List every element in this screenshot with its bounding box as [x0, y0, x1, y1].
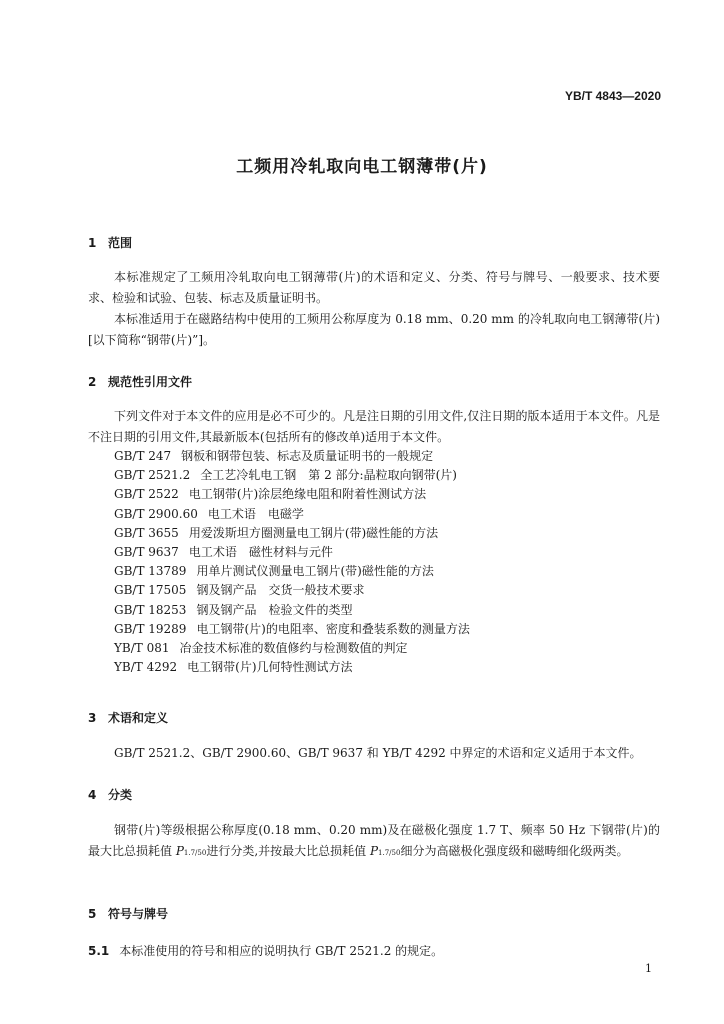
- clause-number: 5.1: [88, 944, 110, 958]
- clause-text: 本标准使用的符号和相应的说明执行 GB/T 2521.2 的规定。: [119, 944, 444, 958]
- symbol-p: P: [369, 844, 379, 858]
- symbol-subscript: 1.7/50: [378, 849, 401, 857]
- section-title: 符号与牌号: [108, 907, 169, 921]
- reference-item: [114, 581, 470, 600]
- reference-code: YB/T 081: [114, 641, 170, 656]
- reference-item: [114, 562, 470, 581]
- clause-5-1: [88, 942, 443, 959]
- reference-code: GB/T 3655: [114, 525, 179, 540]
- reference-item: [114, 601, 470, 620]
- reference-title: 电工术语 电磁学: [207, 506, 304, 521]
- reference-item: [114, 639, 470, 658]
- reference-code: GB/T 19289: [114, 621, 187, 636]
- reference-code: GB/T 2900.60: [114, 506, 198, 521]
- reference-code: YB/T 4292: [114, 660, 178, 675]
- reference-code: GB/T 9637: [114, 545, 179, 560]
- document-title: 工频用冷轧取向电工钢薄带(片): [236, 157, 488, 177]
- section-number: 4: [88, 788, 97, 802]
- section-number: 1: [88, 236, 97, 250]
- section-2-paragraph-1: 下列文件对于本文件的应用是必不可少的。凡是注日期的引用文件,仅注日期的版本适用于本文件。凡是不注日期的引用文件,其最新版本(包括所有的修改单)适用于本文件。: [88, 409, 660, 444]
- reference-code: GB/T 247: [114, 449, 172, 463]
- paragraph-text: 钢带(片)等级根据公称厚度(0.18 mm、0.20 mm)及在磁极化强度 1.7 T、频率 50 Hz 下钢带(片)的最大比总损耗值: [88, 823, 660, 858]
- section-number: 2: [88, 375, 97, 389]
- reference-item: [114, 620, 470, 639]
- page-number: 1: [645, 962, 652, 975]
- section-title: 分类: [108, 788, 133, 802]
- symbol-p: P: [175, 844, 184, 858]
- section-5-heading: [88, 905, 168, 922]
- reference-item: [114, 505, 470, 524]
- section-number: 5: [88, 907, 97, 921]
- paragraph-text: 进行分类,并按最大比总损耗值: [206, 844, 370, 858]
- reference-title: 用爱泼斯坦方圈测量电工钢片(带)磁性能的方法: [188, 525, 439, 540]
- section-4-paragraph-1: [88, 820, 660, 864]
- section-number: 3: [88, 711, 97, 725]
- reference-code: GB/T 2522: [114, 487, 179, 502]
- paragraph-text: 细分为高磁极化强度级和磁畴细化级两类。: [400, 844, 629, 858]
- section-4-heading: [88, 786, 132, 803]
- reference-code: GB/T 2521.2: [114, 468, 191, 483]
- reference-code: GB/T 13789: [114, 564, 187, 579]
- section-3-paragraph-1: GB/T 2521.2、GB/T 2900.60、GB/T 9637 和 YB/T 4292 中界定的术语和定义适用于本文件。: [114, 746, 642, 760]
- reference-title: 电工钢带(片)的电阻率、密度和叠装系数的测量方法: [196, 621, 470, 636]
- normative-references-list: [114, 447, 470, 677]
- reference-item: [114, 543, 470, 562]
- reference-title: 钢及钢产品 检验文件的类型: [196, 602, 353, 617]
- section-title: 范围: [108, 236, 133, 250]
- reference-item: [114, 447, 470, 466]
- section-title: 规范性引用文件: [108, 375, 193, 389]
- reference-title: 电工钢带(片)几何特性测试方法: [187, 660, 353, 675]
- reference-title: 电工术语 磁性材料与元件: [188, 545, 333, 560]
- section-1-paragraph-1: 本标准规定了工频用冷轧取向电工钢薄带(片)的术语和定义、分类、符号与牌号、一般要求、技术要求、检验和试验、包装、标志及质量证明书。: [88, 270, 660, 305]
- section-1-paragraph-2: 本标准适用于在磁路结构中使用的工频用公称厚度为 0.18 mm、0.20 mm 的冷轧取向电工钢薄带(片)[以下简称“钢带(片)”]。: [88, 312, 660, 347]
- section-2-heading: [88, 373, 192, 390]
- reference-item: [114, 658, 470, 677]
- section-title: 术语和定义: [108, 711, 169, 725]
- reference-title: 钢及钢产品 交货一般技术要求: [196, 583, 365, 598]
- symbol-subscript: 1.7/50: [183, 849, 207, 857]
- reference-title: 电工钢带(片)涂层绝缘电阻和附着性测试方法: [188, 487, 427, 502]
- reference-title: 钢板和钢带包装、标志及质量证明书的一般规定: [181, 449, 434, 463]
- reference-item: [114, 466, 470, 485]
- reference-title: 全工艺冷轧电工钢 第 2 部分:晶粒取向钢带(片): [200, 468, 457, 483]
- reference-item: [114, 485, 470, 504]
- reference-item: [114, 524, 470, 543]
- section-1-heading: [88, 234, 132, 251]
- standard-code: YB/T 4843—2020: [564, 89, 661, 103]
- section-3-heading: [88, 709, 168, 726]
- reference-code: GB/T 18253: [114, 602, 187, 617]
- reference-code: GB/T 17505: [114, 583, 187, 598]
- reference-title: 冶金技术标准的数值修约与检测数值的判定: [179, 641, 408, 656]
- reference-title: 用单片测试仪测量电工钢片(带)磁性能的方法: [196, 564, 434, 579]
